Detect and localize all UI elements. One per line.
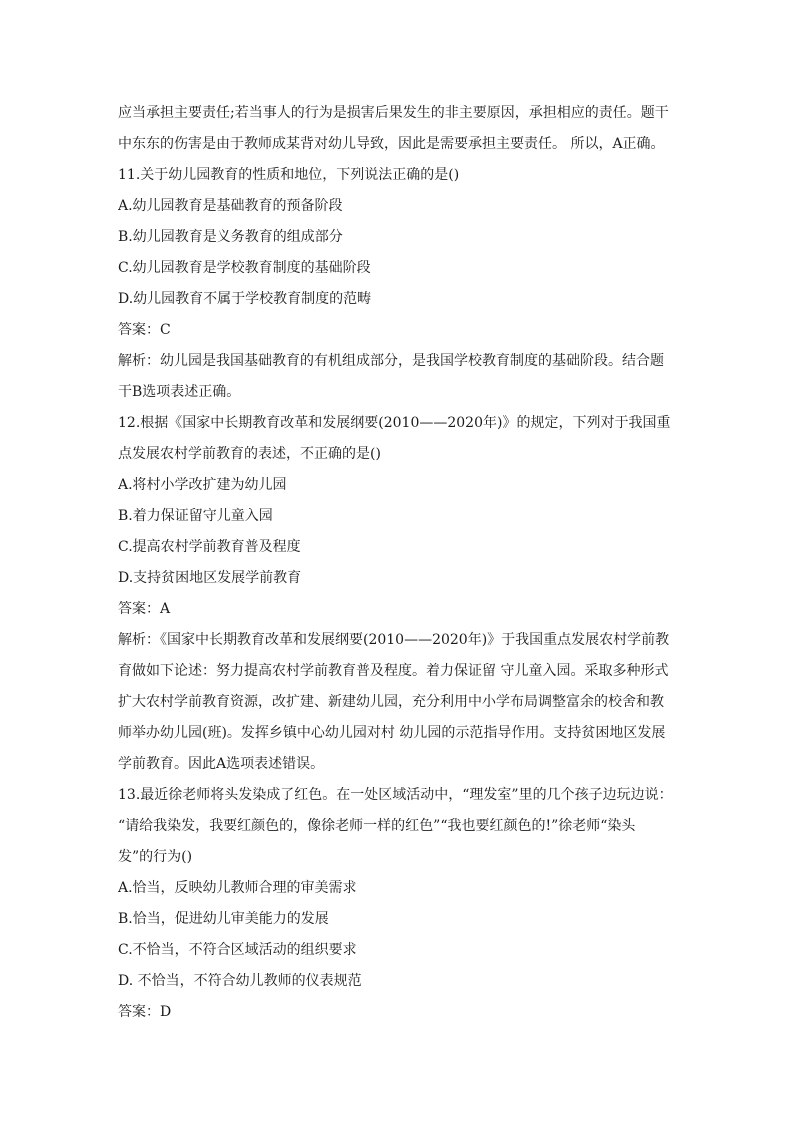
question-12-option-c: C.提高农村学前教育普及程度 xyxy=(118,539,301,555)
question-11-option-b: B.幼儿园教育是义务教育的组成部分 xyxy=(118,229,343,245)
question-13-answer: 答案：D xyxy=(118,1004,172,1020)
question-12-analysis: 解析：《国家中长期教育改革和发展纲要(2010——2020年)》于我国重点发展农村学前教 xyxy=(118,632,670,648)
question-11-stem: 11.关于幼儿园教育的性质和地位，下列说法正确的是() xyxy=(118,167,460,183)
document-page xyxy=(118,98,678,1028)
question-12-analysis: 扩大农村学前教育资源，改扩建、新建幼儿园，充分利用中小学布局调整富余的校舍和教 xyxy=(118,694,664,710)
question-12-analysis: 育做如下论述：努力提高农村学前教育普及程度。着力保证留 守儿童入园。采取多种形式 xyxy=(118,663,669,679)
question-12-analysis: 学前教育。因此A选项表述错误。 xyxy=(118,756,325,772)
text-line: 中东东的伤害是由于教师成某背对幼儿导致，因此是需要承担主要责任。 所以，A正确。 xyxy=(118,136,665,152)
question-12-option-b: B.着力保证留守儿童入园 xyxy=(118,508,273,524)
question-11-analysis: 解析：幼儿园是我国基础教育的有机组成部分，是我国学校教育制度的基础阶段。结合题 xyxy=(118,353,664,369)
question-12-stem: 点发展农村学前教育的表述，不正确的是() xyxy=(118,446,381,462)
question-11-option-d: D.幼儿园教育不属于学校教育制度的范畴 xyxy=(118,291,372,307)
question-11-option-c: C.幼儿园教育是学校教育制度的基础阶段 xyxy=(118,260,371,276)
question-11-analysis: 干B选项表述正确。 xyxy=(118,384,241,400)
question-13-option-c: C.不恰当，不符合区域活动的组织要求 xyxy=(118,942,357,958)
question-13-stem: 发”的行为() xyxy=(118,849,193,865)
question-13-option-a: A.恰当，反映幼儿教师合理的审美需求 xyxy=(118,880,357,896)
question-12-option-a: A.将村小学改扩建为幼儿园 xyxy=(118,477,287,493)
question-13-option-d: D. 不恰当，不符合幼儿教师的仪表规范 xyxy=(118,973,362,989)
question-12-option-d: D.支持贫困地区发展学前教育 xyxy=(118,570,302,586)
question-11-option-a: A.幼儿园教育是基础教育的预备阶段 xyxy=(118,198,343,214)
question-12-answer: 答案：A xyxy=(118,601,171,617)
question-13-option-b: B.恰当，促进幼儿审美能力的发展 xyxy=(118,911,329,927)
text-line: 应当承担主要责任;若当事人的行为是损害后果发生的非主要原因，承担相应的责任。题干 xyxy=(118,105,669,121)
question-12-stem: 12.根据《国家中长期教育改革和发展纲要(2010——2020年)》的规定，下列对于我国重 xyxy=(118,415,671,431)
question-13-stem: “请给我染发，我要红颜色的，像徐老师一样的红色”“我也要红颜色的!”徐老师“染头 xyxy=(118,818,636,834)
question-13-stem: 13.最近徐老师将头发染成了红色。在一处区域活动中，“理发室”里的几个孩子边玩边说： xyxy=(118,787,673,803)
question-12-analysis: 师举办幼儿园(班)。发挥乡镇中心幼儿园对村 幼儿园的示范指导作用。支持贫困地区发展 xyxy=(118,725,666,741)
question-11-answer: 答案：C xyxy=(118,322,171,338)
